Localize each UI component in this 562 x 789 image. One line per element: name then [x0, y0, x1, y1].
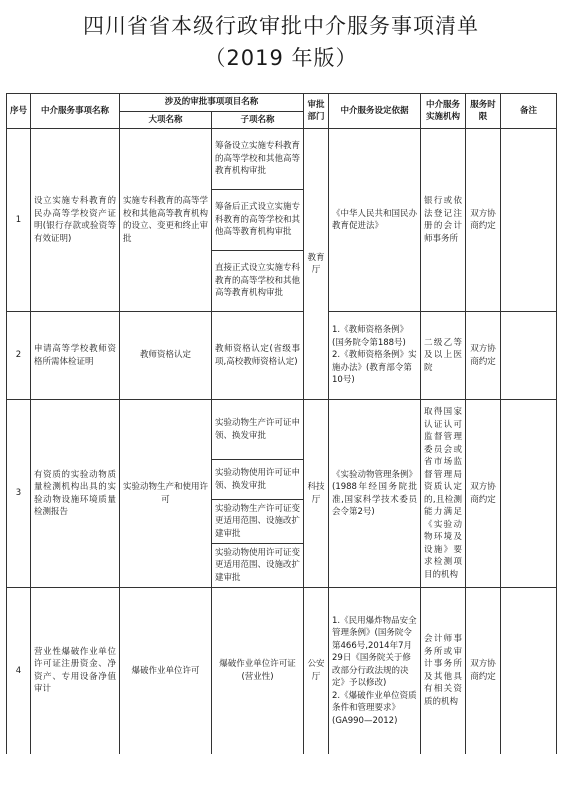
row3-sub-item-1: 实验动物生产许可证申领、换发审批	[212, 400, 304, 460]
row1-agency: 银行或依法登记注册的会计师事务所	[421, 129, 466, 312]
table-row	[7, 588, 557, 754]
row3-agency: 取得国家认证认可监督管理委员会或省市场监督管理局资质认定的,且检测能力满足《实验动物环境及设施》要求检测项目的机构	[421, 400, 466, 588]
row3-name: 有资质的实验动物质量检测机构出具的实验动物设施环境质量检测报告	[31, 400, 120, 588]
table-row	[7, 312, 557, 400]
row2-time-limit: 双方协商约定	[466, 312, 501, 400]
header-seq: 序号	[7, 94, 31, 129]
row3-remark	[501, 400, 557, 588]
row4-sub-item-1: 爆破作业单位许可证(营业性)	[212, 588, 304, 754]
header-main-item: 大项名称	[120, 111, 212, 129]
row2-agency: 二级乙等及以上医院	[421, 312, 466, 400]
row1-sub-item-2: 筹备后正式设立实施专科教育的高等学校和其他高等教育机构审批	[212, 190, 304, 251]
row4-agency: 会计师事务所或审计事务所及其他具有相关资质的机构	[421, 588, 466, 754]
header-time-limit: 服务时限	[466, 94, 501, 129]
row3-dept: 科技厅	[304, 400, 329, 588]
row1-remark	[501, 129, 557, 312]
row4-main-item: 爆破作业单位许可	[120, 588, 212, 754]
row3-main-item: 实验动物生产和使用许可	[120, 400, 212, 588]
row2-seq: 2	[7, 312, 31, 400]
row3-seq: 3	[7, 400, 31, 588]
header-remark: 备注	[501, 94, 557, 129]
document-subtitle: （2019 年版）	[204, 46, 358, 70]
row4-dept: 公安厅	[304, 588, 329, 754]
document-title: 四川省省本级行政审批中介服务事项清单	[83, 14, 479, 38]
row1-2-dept: 教育厅	[304, 129, 329, 400]
row1-seq: 1	[7, 129, 31, 312]
header-sub-item: 子项名称	[212, 111, 304, 129]
row1-main-item: 实施专科教育的高等学校和其他高等教育机构的设立、变更和终止审批	[120, 129, 212, 312]
header-name: 中介服务事项名称	[31, 94, 120, 129]
row2-main-item: 教师资格认定	[120, 312, 212, 400]
table-row	[7, 129, 557, 190]
services-table	[6, 93, 557, 754]
row1-name: 设立实施专科教育的民办高等学校资产证明(银行存款或验资等有效证明)	[31, 129, 120, 312]
header-approval-group: 涉及的审批事项项目名称	[120, 94, 304, 112]
header-dept: 审批部门	[304, 94, 329, 129]
row2-basis: 1.《教师资格条例》(国务院令第188号) 2.《教师资格条例》实施办法》(教育部令第10号)	[329, 312, 421, 400]
row2-name: 申请高等学校教师资格所需体检证明	[31, 312, 120, 400]
row1-basis: 《中华人民共和国民办教育促进法》	[329, 129, 421, 312]
row3-sub-item-2: 实验动物使用许可证申领、换发审批	[212, 460, 304, 500]
header-basis: 中介服务设定依据	[329, 94, 421, 129]
row3-time-limit: 双方协商约定	[466, 400, 501, 588]
row2-remark	[501, 312, 557, 400]
row3-basis: 《实验动物管理条例》(1988年经国务院批准,国家科学技术委员会令第2号)	[329, 400, 421, 588]
row4-basis: 1.《民用爆炸物品安全管理条例》(国务院令第466号,2014年7月29日《国务院关于修改部分行政法规的决定》予以修改) 2.《爆破作业单位资质条件和管理要求》(GA990—2012)	[329, 588, 421, 754]
row4-seq: 4	[7, 588, 31, 754]
row3-sub-item-4: 实验动物使用许可证变更适用范围、设施改扩建审批	[212, 544, 304, 588]
row3-sub-item-3: 实验动物生产许可证变更适用范围、设施改扩建审批	[212, 500, 304, 544]
row1-time-limit: 双方协商约定	[466, 129, 501, 312]
row2-sub-item-1: 教师资格认定(省级事项,高校教师资格认定)	[212, 312, 304, 400]
row4-remark	[501, 588, 557, 754]
row4-name: 营业性爆破作业单位许可证注册资金、净资产、专用设备净值审计	[31, 588, 120, 754]
header-agency: 中介服务实施机构	[421, 94, 466, 129]
table-row	[7, 400, 557, 460]
row1-sub-item-3: 直接正式设立实施专科教育的高等学校和其他高等教育机构审批	[212, 251, 304, 312]
row4-time-limit: 双方协商约定	[466, 588, 501, 754]
row1-sub-item-1: 筹备设立实施专科教育的高等学校和其他高等教育机构审批	[212, 129, 304, 190]
